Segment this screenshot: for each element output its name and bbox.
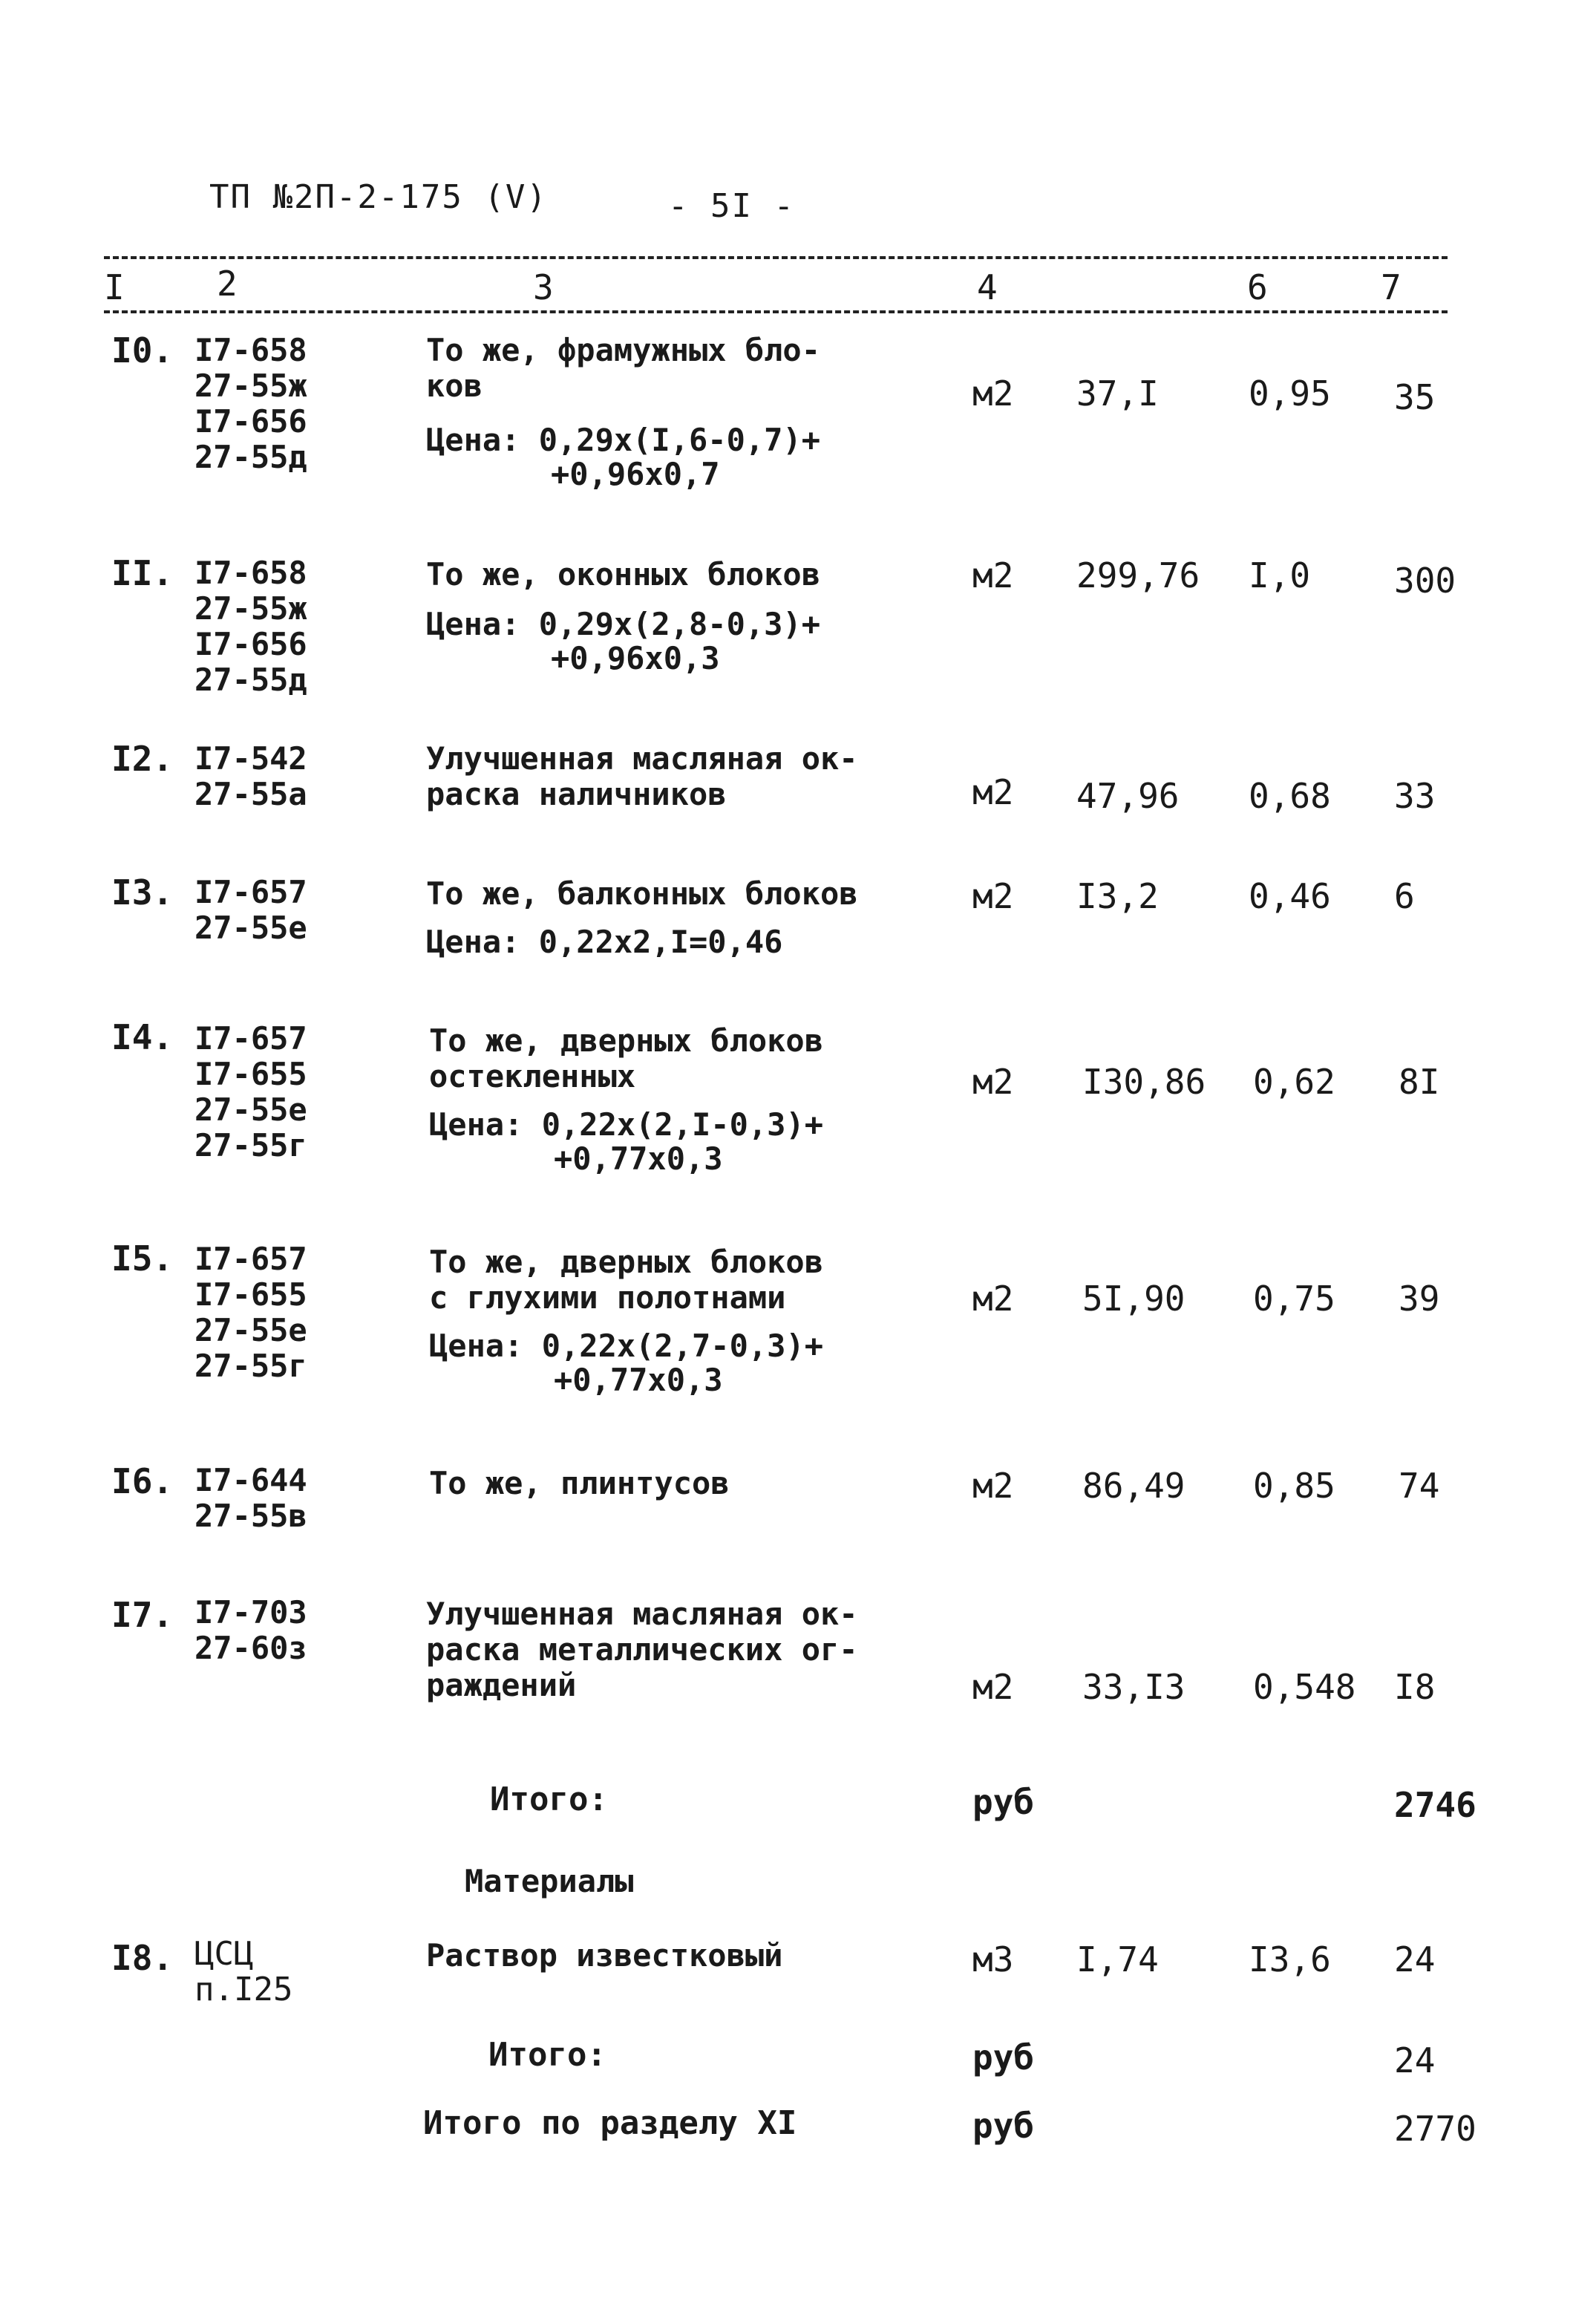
desc-line: То же, балконных блоков (426, 875, 858, 912)
row-quantity: 5I,90 (1082, 1279, 1185, 1319)
code-line: I7-657 (194, 1241, 307, 1277)
price-line: Цена: 0,22х(2,I-0,3)+ (429, 1106, 824, 1143)
section-total-sum: 2770 (1394, 2109, 1476, 2149)
row-quantity: I30,86 (1082, 1062, 1206, 1102)
row-description (426, 741, 858, 812)
row-description (429, 1244, 823, 1316)
row-sum: 33 (1394, 776, 1436, 816)
row-description (426, 876, 858, 912)
row-rate: 0,46 (1249, 876, 1331, 916)
desc-line: То же, оконных блоков (426, 556, 821, 593)
row-rate: I3,6 (1249, 1939, 1331, 1979)
desc-line: Улучшенная масляная ок- (426, 1596, 858, 1632)
row-rate: 0,75 (1253, 1279, 1335, 1319)
col-header-2: 2 (217, 264, 238, 304)
price-line: +0,77х0,3 (554, 1362, 723, 1398)
rule-header-bottom (104, 310, 1448, 313)
desc-line: ков (426, 368, 483, 404)
row-number: I7. (111, 1595, 174, 1635)
subtotal-materials-label: Итого: (488, 2036, 606, 2074)
subtotal-sum: 2746 (1394, 1785, 1476, 1825)
subtotal-label: Итого: (490, 1780, 608, 1818)
desc-line: раска металлических ог- (426, 1631, 858, 1668)
row-rate: 0,95 (1249, 373, 1331, 414)
row-sum: 39 (1399, 1279, 1440, 1319)
col-header-1: I (104, 267, 125, 307)
code-line: 27-55д (194, 662, 307, 698)
code-line: 27-55г (194, 1348, 307, 1384)
col-header-4: 4 (977, 267, 998, 307)
desc-line: То же, плинтусов (429, 1465, 730, 1501)
row-codes (194, 1936, 292, 2008)
row-unit: м2 (972, 772, 1014, 812)
row-quantity: 37,I (1076, 373, 1159, 414)
code-line: п.I25 (194, 1971, 293, 2008)
desc-line: То же, дверных блоков (429, 1244, 824, 1280)
row-description (426, 333, 820, 404)
price-line: Цена: 0,22х(2,7-0,3)+ (429, 1328, 824, 1364)
subtotal-materials-unit: руб (972, 2037, 1035, 2077)
desc-line: остекленных (429, 1058, 636, 1094)
desc-line: раска наличников (426, 776, 727, 812)
row-unit: м2 (972, 555, 1014, 595)
price-line: +0,77х0,3 (554, 1140, 723, 1177)
row-sum: I8 (1394, 1667, 1436, 1707)
code-line: 27-60з (194, 1630, 307, 1666)
materials-heading: Материалы (465, 1863, 634, 1899)
desc-line: с глухими полотнами (429, 1279, 786, 1316)
price-line: Цена: 0,22х2,I=0,46 (426, 924, 783, 960)
price-line: Цена: 0,29х(I,6-0,7)+ (426, 422, 821, 458)
code-line: I7-658 (194, 555, 307, 591)
price-line: +0,96х0,7 (551, 456, 720, 492)
row-number: II. (111, 553, 174, 593)
code-line: I7-658 (194, 332, 307, 368)
code-line: I7-655 (194, 1056, 307, 1092)
row-number: I3. (111, 872, 174, 913)
code-line: I7-644 (194, 1462, 307, 1498)
row-unit: м3 (972, 1939, 1014, 1979)
code-line: I7-657 (194, 874, 307, 910)
row-quantity: 299,76 (1076, 555, 1200, 595)
row-sum: 300 (1394, 561, 1456, 601)
code-line: 27-55г (194, 1127, 307, 1163)
row-codes (194, 1463, 307, 1534)
code-line: ЦСЦ (194, 1935, 254, 1973)
doc-code: ТП №2П-2-175 (V) (209, 178, 548, 216)
row-codes (194, 1595, 307, 1666)
code-line: 27-55д (194, 439, 307, 475)
row-number: I5. (111, 1238, 174, 1279)
row-number: I2. (111, 739, 174, 779)
row-rate: 0,62 (1253, 1062, 1335, 1102)
row-price-formula (426, 423, 820, 492)
row-unit: м2 (972, 1667, 1014, 1707)
subtotal-unit: руб (972, 1782, 1035, 1822)
row-number: I4. (111, 1017, 174, 1057)
code-line: I7-656 (194, 626, 307, 662)
row-codes (194, 555, 307, 698)
row-price-formula (429, 1329, 823, 1397)
row-quantity: 33,I3 (1082, 1667, 1185, 1707)
col-header-6: 6 (1247, 267, 1268, 307)
row-rate: 0,85 (1253, 1466, 1335, 1506)
code-line: 27-55ж (194, 368, 307, 404)
row-quantity: 47,96 (1076, 776, 1180, 816)
code-line: I7-657 (194, 1020, 307, 1057)
row-description (426, 1596, 858, 1703)
row-rate: 0,548 (1253, 1667, 1356, 1707)
row-price-formula (426, 925, 782, 959)
row-unit: м2 (972, 1062, 1014, 1102)
section-total-label: Итого по разделу XI (423, 2104, 797, 2142)
row-description (426, 557, 820, 593)
price-line: Цена: 0,29х(2,8-0,3)+ (426, 606, 821, 642)
code-line: 27-55ж (194, 590, 307, 627)
row-codes (194, 1021, 307, 1163)
desc-line: Улучшенная масляная ок- (426, 740, 858, 777)
row-sum: 6 (1394, 876, 1415, 916)
desc-line: раждений (426, 1667, 577, 1703)
rule-top (104, 256, 1448, 259)
row-description (429, 1023, 823, 1094)
row-quantity: I,74 (1076, 1939, 1159, 1979)
row-price-formula (426, 607, 820, 676)
code-line: I7-542 (194, 740, 307, 777)
section-total-unit: руб (972, 2106, 1035, 2146)
col-header-3: 3 (533, 267, 554, 307)
row-quantity: 86,49 (1082, 1466, 1185, 1506)
row-unit: м2 (972, 876, 1014, 916)
col-header-7: 7 (1381, 267, 1402, 307)
row-number: I0. (111, 330, 174, 371)
code-line: I7-703 (194, 1594, 307, 1631)
row-description (429, 1466, 730, 1501)
row-number: I6. (111, 1461, 174, 1501)
row-codes (194, 333, 307, 475)
row-sum: 74 (1399, 1466, 1440, 1506)
row-sum: 24 (1394, 1939, 1436, 1979)
row-unit: м2 (972, 1279, 1014, 1319)
row-description: Раствор известковый (426, 1937, 783, 1974)
row-rate: 0,68 (1249, 776, 1331, 816)
row-codes (194, 1241, 307, 1384)
code-line: 27-55е (194, 910, 307, 946)
desc-line: То же, фрамужных бло- (426, 332, 821, 368)
desc-line: То же, дверных блоков (429, 1022, 824, 1059)
row-codes (194, 741, 307, 812)
code-line: 27-55а (194, 776, 307, 812)
code-line: 27-55е (194, 1312, 307, 1348)
row-sum: 8I (1399, 1062, 1440, 1102)
row-rate: I,0 (1249, 555, 1311, 595)
code-line: 27-55е (194, 1091, 307, 1128)
price-line: +0,96х0,3 (551, 640, 720, 676)
row-number: I8. (111, 1938, 174, 1978)
code-line: 27-55в (194, 1498, 307, 1534)
code-line: I7-656 (194, 403, 307, 440)
row-quantity: I3,2 (1076, 876, 1159, 916)
subtotal-materials-sum: 24 (1394, 2040, 1436, 2080)
page-number: - 5I - (668, 187, 795, 225)
row-sum: 35 (1394, 377, 1436, 417)
row-codes (194, 875, 307, 946)
row-unit: м2 (972, 1466, 1014, 1506)
code-line: I7-655 (194, 1276, 307, 1313)
row-unit: м2 (972, 373, 1014, 414)
row-price-formula (429, 1108, 823, 1176)
